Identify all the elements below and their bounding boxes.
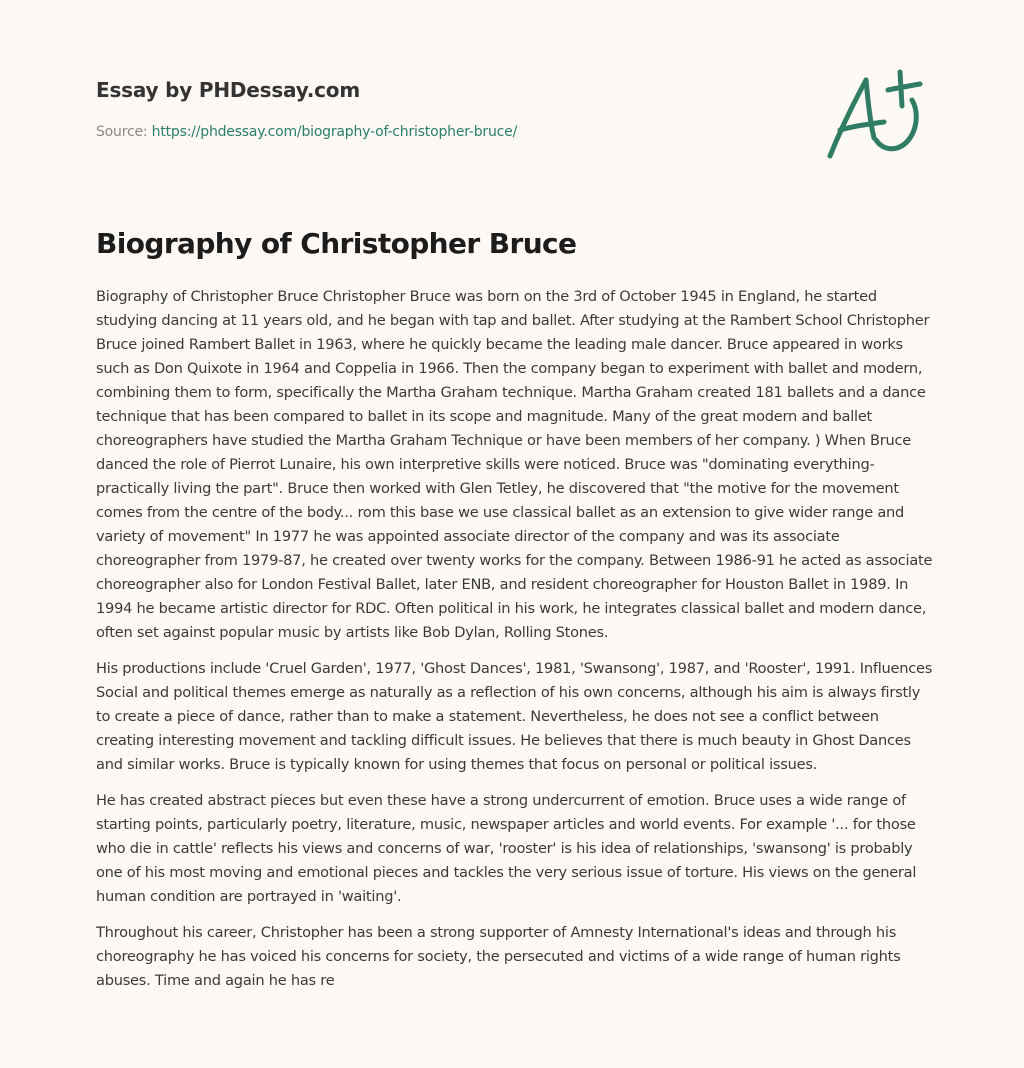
page-title: Biography of Christopher Bruce	[96, 227, 577, 260]
source-line	[96, 122, 796, 142]
essay-header	[96, 76, 796, 142]
source-label: Source:	[96, 124, 148, 140]
paragraph: His productions include 'Cruel Garden', 1977, 'Ghost Dances', 1981, 'Swansong', 1987, and 'Rooster', 1991. Influences Social and political themes emerge as naturally as a reflection of his own concerns, although his aim is always firstly to create a piece of dance, rather than to make a statement. Nevertheless, he does not see a conflict between creating interesting movement and tackling difficult issues. He believes that there is much beauty in Ghost Dances and similar works. Bruce is typically known for using themes that focus on personal or political issues.	[96, 660, 933, 773]
paragraph: Biography of Christopher Bruce Christopher Bruce was born on the 3rd of October 1945 in England, he started studying dancing at 11 years old, and he began with tap and ballet. After studying at the Rambert School Christopher Bruce joined Rambert Ballet in 1963, where he quickly became the leading male dancer. Bruce appeared in works such as Don Quixote in 1964 and Coppelia in 1966. Then the company began to experiment with ballet and modern, combining them to form, specifically the Martha Graham technique. Martha Graham created 181 ballets and a dance technique that has been compared to ballet in its scope and magnitude. Many of the great modern and ballet choreographers have studied the Martha Graham Technique or have been members of her company. ) When Bruce danced the role of Pierrot Lunaire, his own interpretive skills were noticed. Bruce was "dominating everything- practically living the part". Bruce then worked with Glen Tetley, he discovered that "the motive for the movement comes from the centre of the body... rom this base we use classical ballet as an extension to give wider range and variety of movement" In 1977 he was appointed associate director of the company and was its associate choreographer from 1979-87, he created over twenty works for the company. Between 1986-91 he acted as associate choreographer also for London Festival Ballet, later ENB, and resident choreographer for Houston Ballet in 1989. In 1994 he became artistic director for RDC. Often political in his work, he integrates classical ballet and modern dance, often set against popular music by artists like Bob Dylan, Rolling Stones.	[96, 288, 933, 641]
essay-body	[96, 285, 934, 1005]
source-link[interactable]: https://phdessay.com/biography-of-christopher-bruce/	[151, 124, 518, 140]
site-title: Essay by PHDessay.com	[96, 78, 360, 102]
paragraph: Throughout his career, Christopher has been a strong supporter of Amnesty International's ideas and through his choreography he has voiced his concerns for society, the persecuted and victims of a wide range of human rights abuses. Time and again he has re	[96, 924, 901, 989]
a-plus-grade-icon	[818, 66, 928, 166]
paragraph: He has created abstract pieces but even these have a strong undercurrent of emotion. Bruce uses a wide range of starting points, particularly poetry, literature, music, newspaper articles and world events. For example '... for those who die in cattle' reflects his views and concerns of war, 'rooster' is his idea of relationships, 'swansong' is probably one of his most moving and emotional pieces and tackles the very serious issue of torture. His views on the general human condition are portrayed in 'waiting'.	[96, 792, 917, 905]
